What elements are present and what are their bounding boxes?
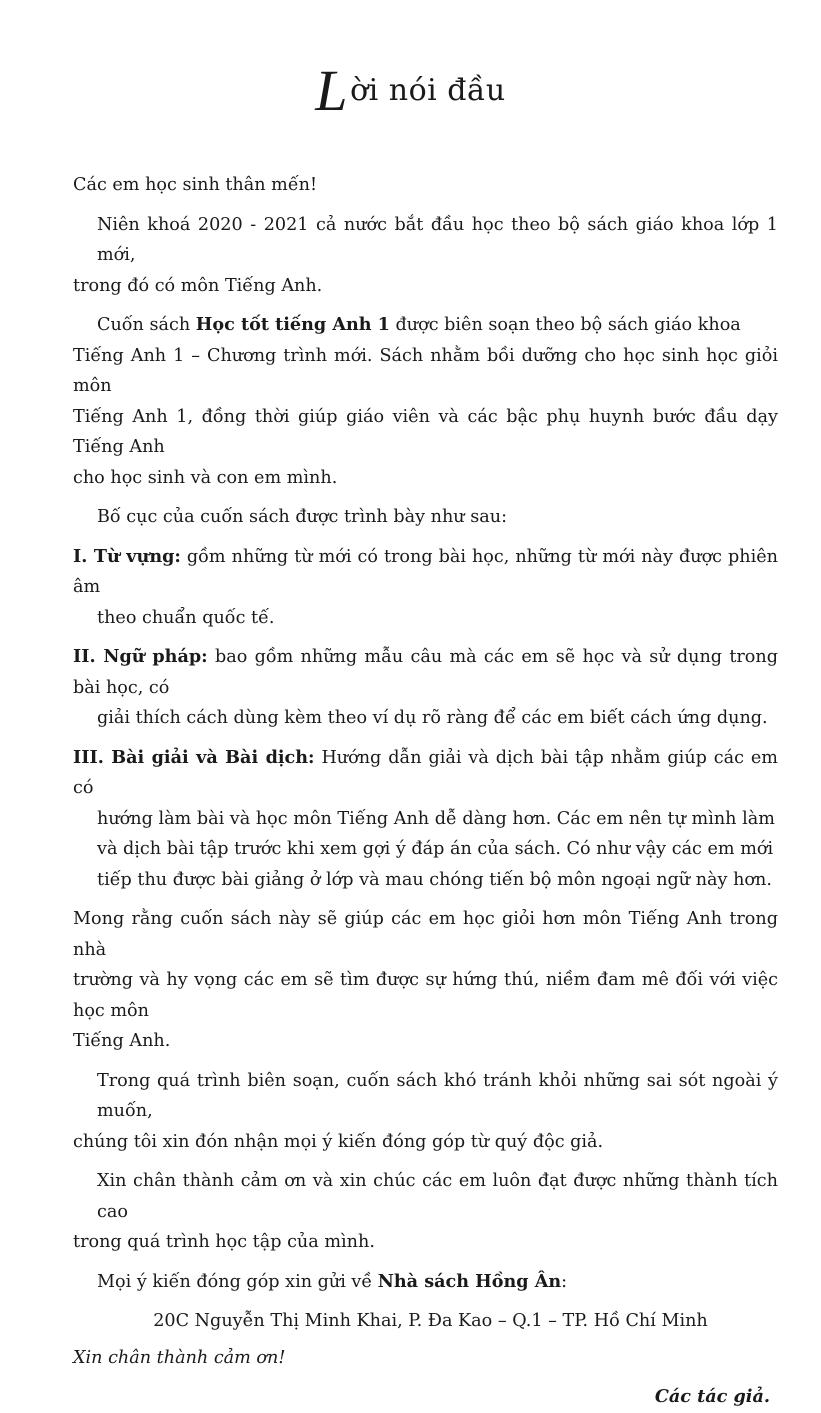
paragraph-line: Tiếng Anh. <box>73 1031 171 1051</box>
section-item-grammar <box>73 642 778 734</box>
title-rest: ời nói đầu <box>350 73 506 108</box>
paragraph-line: Tiếng Anh 1 – Chương trình mới. Sách nhằm bồi dưỡng cho học sinh học giỏi môn <box>73 345 778 396</box>
thanks-line: Xin chân thành cảm ơn! <box>73 1347 286 1368</box>
paragraph-text: Cuốn sách <box>97 315 196 335</box>
page-title <box>0 58 821 123</box>
paragraph-2 <box>73 310 778 493</box>
publisher-name: Nhà sách Hồng Ân <box>377 1270 562 1292</box>
paragraph-text: được biên soạn theo bộ sách giáo khoa <box>389 315 741 335</box>
greeting-text: Các em học sinh thân mến! <box>73 175 318 195</box>
item-line <box>73 642 778 703</box>
section-item-solutions <box>73 743 778 896</box>
closing-paragraph-1 <box>73 904 778 1057</box>
signature: Các tác giả. <box>654 1386 770 1407</box>
paragraph-line <box>73 310 778 341</box>
item-line <box>73 542 778 603</box>
paragraph-line: chúng tôi xin đón nhận mọi ý kiến đóng góp từ quý độc giả. <box>73 1131 604 1152</box>
greeting <box>73 170 778 201</box>
contact-line <box>73 1267 778 1298</box>
item-text: Hướng dẫn giải và dịch bài tập nhằm giúp các em có <box>73 747 778 798</box>
preface-body <box>73 170 778 1413</box>
paragraph-line: Bố cục của cuốn sách được trình bày như sau: <box>97 507 507 527</box>
item-line: theo chuẩn quốc tế. <box>97 607 275 628</box>
paragraph-line: trường và hy vọng các em sẽ tìm được sự hứng thú, niềm đam mê đối với việc học môn <box>73 970 778 1021</box>
decorative-initial: L <box>315 58 349 123</box>
closing-paragraph-2 <box>73 1066 778 1158</box>
item-label: II. Ngữ pháp: <box>73 646 208 667</box>
paragraph-line: Xin chân thành cảm ơn và xin chúc các em luôn đạt được những thành tích cao <box>97 1171 778 1222</box>
book-title: Học tốt tiếng Anh 1 <box>195 314 390 335</box>
contact-text: : <box>561 1271 568 1292</box>
item-line <box>73 743 778 804</box>
item-text: bao gồm những mẫu câu mà các em sẽ học và sử dụng trong bài học, có <box>73 647 778 698</box>
section-item-vocabulary <box>73 542 778 634</box>
paragraph-line: Mong rằng cuốn sách này sẽ giúp các em học giỏi hơn môn Tiếng Anh trong nhà <box>73 909 778 960</box>
item-line: giải thích cách dùng kèm theo ví dụ rõ ràng để các em biết cách ứng dụng. <box>97 708 768 728</box>
paragraph-line <box>73 1267 778 1298</box>
item-label: III. Bài giải và Bài dịch: <box>73 746 315 768</box>
paragraph-line: trong đó có môn Tiếng Anh. <box>73 275 323 296</box>
paragraph-line: Trong quá trình biên soạn, cuốn sách khó tránh khỏi những sai sót ngoài ý muốn, <box>97 1070 778 1121</box>
item-text: gồm những từ mới có trong bài học, những từ mới này được phiên âm <box>73 546 778 597</box>
closing-paragraph-3 <box>73 1166 778 1258</box>
item-label: I. Từ vựng: <box>73 545 181 567</box>
paragraph-line: Niên khoá 2020 - 2021 cả nước bắt đầu học theo bộ sách giáo khoa lớp 1 mới, <box>97 214 778 265</box>
paragraph-line: cho học sinh và con em mình. <box>73 467 338 488</box>
item-line: tiếp thu được bài giảng ở lớp và mau chóng tiến bộ môn ngoại ngữ này hơn. <box>97 869 772 890</box>
paragraph-line: trong quá trình học tập của mình. <box>73 1232 375 1252</box>
paragraph-3 <box>73 502 778 533</box>
item-line: hướng làm bài và học môn Tiếng Anh dễ dàng hơn. Các em nên tự mình làm <box>97 808 775 829</box>
contact-text: Mọi ý kiến đóng góp xin gửi về <box>97 1271 378 1292</box>
paragraph-1 <box>73 210 778 302</box>
paragraph-line: Tiếng Anh 1, đồng thời giúp giáo viên và các bậc phụ huynh bước đầu dạy Tiếng Anh <box>73 406 778 457</box>
item-line: và dịch bài tập trước khi xem gợi ý đáp án của sách. Có như vậy các em mới <box>97 839 774 859</box>
publisher-address: 20C Nguyễn Thị Minh Khai, P. Đa Kao – Q.1 – TP. Hồ Chí Minh <box>153 1311 708 1331</box>
